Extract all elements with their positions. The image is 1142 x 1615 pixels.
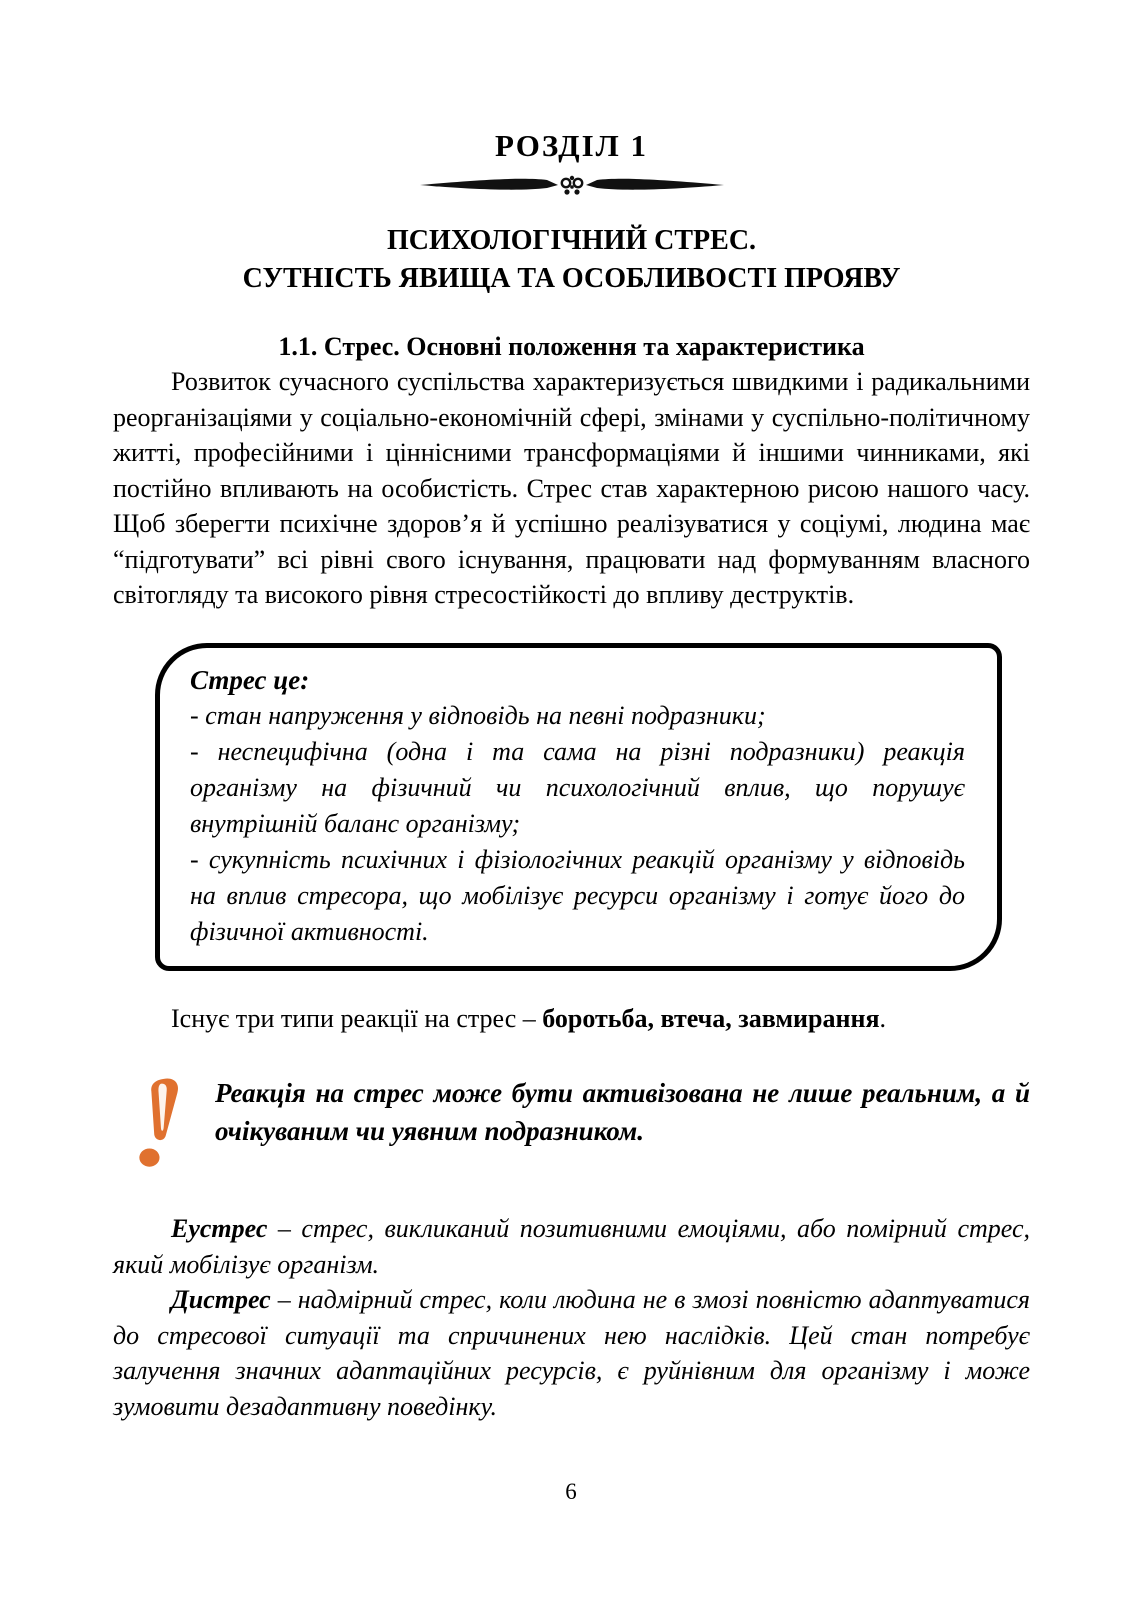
reactions-types: боротьба, втеча, завмирання [542,1003,880,1033]
chapter-title: РОЗДІЛ 1 [494,128,649,163]
definition-box-title: Стрес це: [190,664,310,695]
page-number: 6 [565,1479,577,1504]
reactions-paragraph [113,1001,1030,1037]
term-paragraph-eustres [113,1211,1030,1282]
terms-block [113,1211,1030,1424]
chapter-heading-line1: ПСИХОЛОГІЧНИЙ СТРЕС. [386,225,757,256]
intro-paragraph: Розвиток сучасного суспільства характеризується швидкими і радикальними реорганізаціями у соціально-економічній сфері, змінами у суспільно-політичному житті, професійними і ціннісними трансформаціями й іншими чинниками, які постійно впливають на особистість. Стрес став характерною рисою нашого часу. Щоб зберегти психічне здоров’я й успішно реалізуватися у соціумі, людина має “підготувати” всі рівні свого існування, працювати над формуванням власного світогляду та високого рівня стресостійкості до впливу деструктів. [113,367,1030,609]
definition-box [155,643,1002,971]
divider-ornament [113,170,1030,200]
alert-text: Реакція на стрес може бути активізована не лише реальним, а й очікуваним чи уявним подразником. [215,1078,1030,1146]
divider-ornament-icon [417,170,727,200]
reactions-suffix: . [879,1003,887,1033]
term-definition: – надмірний стрес, коли людина не в змозі повністю адаптуватися до стресової ситуації та спричинених нею наслідків. Цей стан потребує залучення значних адаптаційних ресурсів, є руйнівним для організму і може зумовити дезадаптивну поведінку. [113,1285,1030,1421]
reactions-prefix: Існує три типи реакції на стрес – [171,1003,543,1033]
term-paragraph-dystres [113,1282,1030,1424]
exclamation-icon [131,1076,189,1177]
definition-item: - неспецифічна (одна і та сама на різні подразники) реакція організму на фізичний чи психологічний вплив, що порушує внутрішній баланс організму; [190,736,965,838]
definition-item: - сукупність психічних і фізіологічних реакцій організму у відповідь на вплив стресора, що мобілізує ресурси організму і готує його до фізичної активності. [190,844,965,946]
chapter-heading-line2: СУТНІСТЬ ЯВИЩА ТА ОСОБЛИВОСТІ ПРОЯВУ [242,263,901,294]
definition-item: - стан напруження у відповідь на певні подразники; [190,700,766,730]
term-name: Еустрес [171,1214,268,1243]
section-title: 1.1. Стрес. Основні положення та характеристика [278,332,865,361]
term-name: Дистрес [171,1285,271,1314]
term-definition: – стрес, викликаний позитивними емоціями, або помірний стрес, який мобілізує організм. [113,1214,1030,1279]
chapter-heading [113,222,1030,298]
alert-note [113,1074,1030,1177]
